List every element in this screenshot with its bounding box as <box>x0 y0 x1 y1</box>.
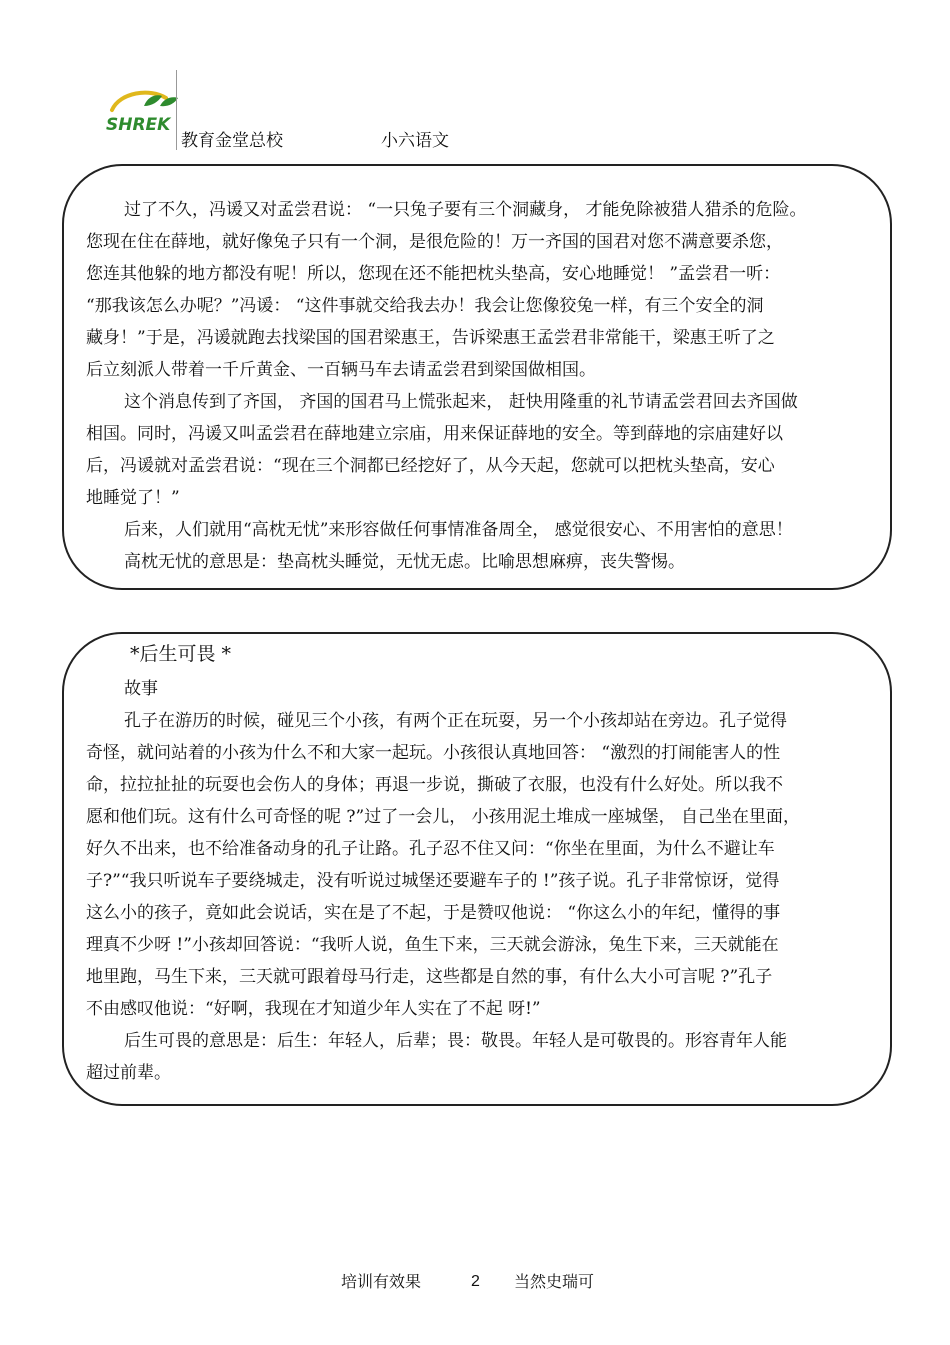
footer-left: 培训有效果 <box>341 1272 422 1291</box>
footer-right: 当然史瑞可 <box>514 1272 595 1291</box>
story-label: 故事 <box>124 679 158 699</box>
meaning-line: 高枕无忧的意思是：垫高枕头睡觉，无忧无虑。比喻思想麻痹，丧失警惕。 <box>124 552 685 572</box>
paragraph-line: 您现在住在薛地，就好像兔子只有一个洞，是很危险的！万一齐国的国君对您不满意要杀您， <box>86 232 783 252</box>
paragraph-line: 子?”“我只听说车子要绕城走，没有听说过城堡还要避车子的 !”孩子说。孔子非常惊讶，觉得 <box>86 871 780 891</box>
paragraph-line: 后来，人们就用“高枕无忧”来形容做任何事情准备周全， 感觉很安心、不用害怕的意思！ <box>124 520 793 540</box>
logo-text: SHREK <box>106 115 171 135</box>
paragraph-line: 您连其他躲的地方都没有呢！所以，您现在还不能把枕头垫高，安心地睡觉！ ”孟尝君一听： <box>86 264 781 284</box>
paragraph-line: 孔子在游历的时候，碰见三个小孩，有两个正在玩耍，另一个小孩却站在旁边。孔子觉得 <box>124 711 787 731</box>
paragraph-line: 这么小的孩子，竟如此会说话，实在是了不起，于是赞叹他说： “你这么小的年纪，懂得的事 <box>86 903 781 923</box>
paragraph-line: 相国。同时，冯谖又叫孟尝君在薛地建立宗庙，用来保证薛地的安全。等到薛地的宗庙建好以 <box>86 424 783 444</box>
paragraph-line: 过了不久，冯谖又对孟尝君说： “一只兔子要有三个洞藏身， 才能免除被猎人猎杀的危险。 <box>124 200 807 220</box>
paragraph-line: 后立刻派人带着一千斤黄金、一百辆马车去请孟尝君到梁国做相国。 <box>86 360 596 380</box>
paragraph-line: 地里跑，马生下来，三天就可跟着母马行走，这些都是自然的事，有什么大小可言呢 ?”孔子 <box>86 967 773 987</box>
page-number: 2 <box>471 1273 480 1290</box>
school-name: 教育金堂总校 <box>181 131 283 151</box>
story-title: *后生可畏 * <box>130 643 232 665</box>
subject-name: 小六语文 <box>381 131 449 151</box>
paragraph-line: 地睡觉了！” <box>86 488 180 508</box>
paragraph-line: 后，冯谖就对孟尝君说：“现在三个洞都已经挖好了，从今天起，您就可以把枕头垫高，安心 <box>86 456 775 476</box>
paragraph-line: 藏身！”于是，冯谖就跑去找梁国的国君梁惠王，告诉梁惠王孟尝君非常能干，梁惠王听了之 <box>86 328 775 348</box>
meaning-line: 超过前辈。 <box>86 1063 171 1083</box>
paragraph-line: 奇怪，就问站着的小孩为什么不和大家一起玩。小孩很认真地回答： “激烈的打闹能害人的性 <box>86 743 781 763</box>
paragraph-line: 愿和他们玩。这有什么可奇怪的呢 ?”过了一会儿， 小孩用泥土堆成一座城堡， 自己坐在里面， <box>86 807 801 827</box>
shrek-logo <box>104 86 180 136</box>
meaning-line: 后生可畏的意思是：后生：年轻人，后辈；畏：敬畏。年轻人是可敬畏的。形容青年人能 <box>124 1031 787 1051</box>
paragraph-line: 理真不少呀 !”小孩却回答说：“我听人说，鱼生下来，三天就会游泳，兔生下来，三天就能在 <box>86 935 779 955</box>
paragraph-line: 好久不出来，也不给准备动身的孔子让路。孔子忍不住又问：“你坐在里面，为什么不避让车 <box>86 839 775 859</box>
paragraph-line: 不由感叹他说：“好啊，我现在才知道少年人实在了不起 呀!” <box>86 999 541 1019</box>
header-divider <box>176 70 177 150</box>
paragraph-line: “那我该怎么办呢？”冯谖： “这件事就交给我去办！我会让您像狡兔一样，有三个安全的洞 <box>86 296 764 316</box>
paragraph-line: 这个消息传到了齐国， 齐国的国君马上慌张起来， 赶快用隆重的礼节请孟尝君回去齐国做 <box>124 392 798 412</box>
paragraph-line: 命，拉拉扯扯的玩耍也会伤人的身体；再退一步说，撕破了衣服，也没有什么好处。所以我不 <box>86 775 783 795</box>
